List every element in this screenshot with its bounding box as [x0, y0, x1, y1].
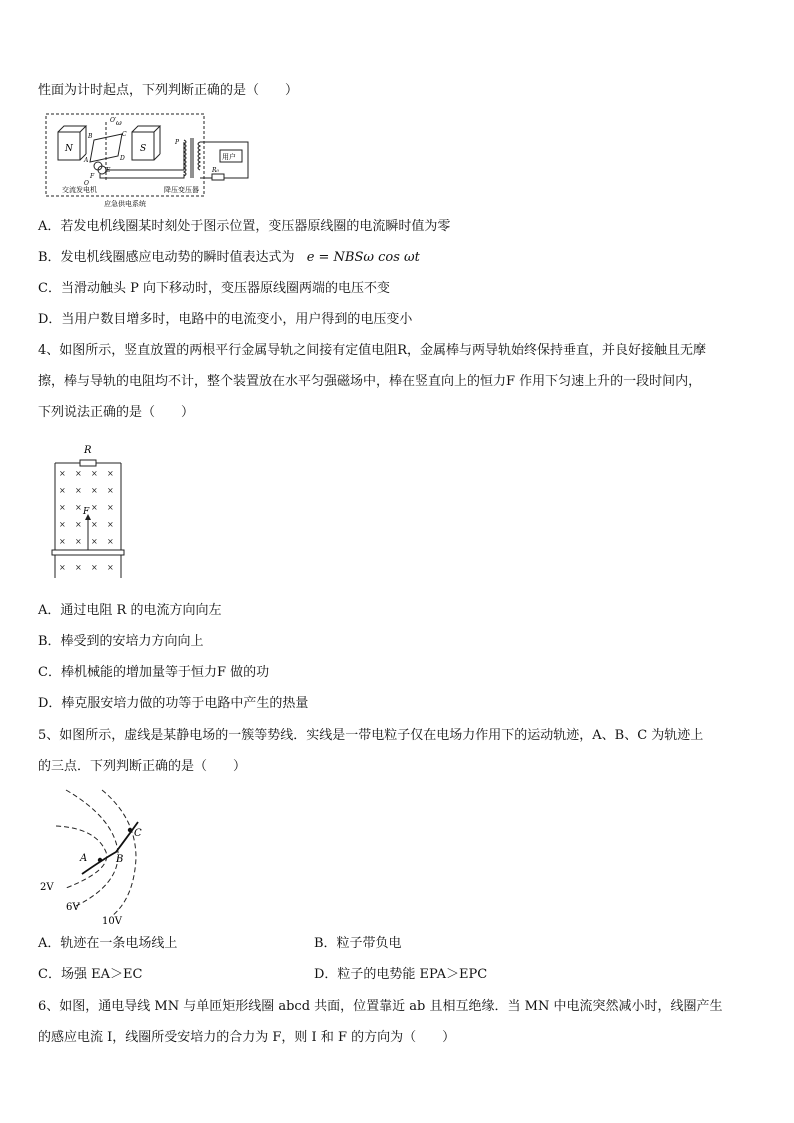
q4-stem-line-2: 擦，棒与导轨的电阻均不计，整个装置放在水平匀强磁场中，棒在竖直向上的恒力F 作用下匀速上升的一段时间内， — [38, 374, 702, 389]
q4-cross: × — [59, 520, 66, 529]
q5-option-a: A．轨迹在一条电场线上 — [38, 936, 178, 951]
q3-label-b: B — [88, 133, 93, 140]
q3-label-o: O — [84, 180, 89, 187]
q3-label-user: 用户 — [222, 153, 236, 161]
q4-figure — [50, 442, 130, 582]
q5-label-a: A — [80, 853, 88, 864]
q3-label-n: N — [65, 144, 73, 154]
q4-cross: × — [107, 520, 114, 529]
q4-option-c: C．棒机械能的增加量等于恒力F 做的功 — [38, 665, 270, 680]
q3-option-a: A．若发电机线圈某时刻处于图示位置，变压器原线圈的电流瞬时值为零 — [38, 219, 451, 234]
q4-cross: × — [107, 503, 114, 512]
q4-cross: × — [91, 486, 98, 495]
q3-label-f: F — [90, 173, 95, 180]
q4-option-b: B．棒受到的安培力方向向上 — [38, 634, 204, 649]
q5-label-10v: 10V — [102, 916, 122, 927]
q4-stem-line-1: 4、如图所示，竖直放置的两根平行金属导轨之间接有定值电阻R，金属棒与两导轨始终保持垂直，并良好接触且无摩 — [38, 343, 707, 358]
q4-cross: × — [59, 486, 66, 495]
q4-cross: × — [75, 486, 82, 495]
q3-label-d: D — [120, 155, 125, 162]
q5-option-d: D．粒子的电势能 EPA＞EPC — [314, 967, 488, 982]
q4-label-r: R — [84, 445, 92, 456]
q3-stem-tail: 性面为计时起点，下列判断正确的是（ ） — [38, 83, 299, 98]
q3-option-d: D．当用户数目增多时，电路中的电流变小，用户得到的电压变小 — [38, 312, 413, 327]
q6-stem-line-1: 6、如图，通电导线 MN 与单匝矩形线圈 abcd 共面，位置靠近 ab 且相互绝缘．当 MN 中电流突然减小时，线圈产生 — [38, 999, 723, 1014]
q4-option-a: A．通过电阻 R 的电流方向向左 — [38, 603, 222, 618]
q3-option-b — [38, 249, 420, 267]
q5-label-c: C — [134, 828, 142, 839]
q5-label-2v: 2V — [40, 882, 54, 893]
q4-cross: × — [59, 469, 66, 478]
q4-option-d: D．棒克服安培力做的功等于电路中产生的热量 — [38, 696, 309, 711]
q6-stem-line-2: 的感应电流 I，线圈所受安培力的合力为 F，则 I 和 F 的方向为（ ） — [38, 1030, 456, 1045]
q3-label-omega: ω — [116, 119, 122, 127]
q5-stem-line-2: 的三点．下列判断正确的是（ ） — [38, 759, 247, 774]
q5-option-c: C．场强 EA＞EC — [38, 967, 143, 982]
q4-cross: × — [107, 486, 114, 495]
q5-stem-line-1: 5、如图所示，虚线是某静电场的一簇等势线．实线是一带电粒子仅在电场力作用下的运动轨迹，A、B、C 为轨迹上 — [38, 728, 704, 743]
q3-label-r0: R₀ — [212, 167, 219, 174]
q5-figure — [36, 788, 166, 928]
q3-figure — [44, 112, 254, 210]
q4-cross: × — [75, 520, 82, 529]
q3-label-generator: 交流发电机 — [62, 186, 97, 194]
q3-label-o2: O′ — [110, 117, 117, 124]
q4-cross: × — [59, 563, 66, 572]
q4-cross: × — [107, 537, 114, 546]
q4-label-f: F — [83, 507, 90, 517]
q3-label-a: A — [84, 157, 89, 164]
q3-label-s: S — [140, 144, 147, 154]
q4-cross: × — [91, 563, 98, 572]
q3-label-system: 应急供电系统 — [104, 200, 146, 208]
q3-label-e: E — [106, 167, 111, 174]
q5-option-b: B．粒子带负电 — [314, 936, 402, 951]
q4-cross: × — [75, 537, 82, 546]
q4-cross: × — [75, 469, 82, 478]
q4-cross: × — [107, 469, 114, 478]
q3-option-b-text: B．发电机线圈感应电动势的瞬时值表达式为 — [38, 250, 295, 265]
q3-label-transformer: 降压变压器 — [164, 186, 199, 194]
q3-option-c: C．当滑动触头 P 向下移动时，变压器原线圈两端的电压不变 — [38, 281, 390, 296]
q5-label-6v: 6V — [66, 902, 80, 913]
q4-cross: × — [59, 537, 66, 546]
q3-label-p: P — [175, 139, 180, 146]
q4-cross: × — [59, 503, 66, 512]
q4-cross: × — [91, 537, 98, 546]
q4-cross: × — [91, 503, 98, 512]
q5-label-b: B — [116, 854, 124, 865]
q3-formula: e = NBSω cos ωt — [306, 250, 420, 265]
q4-cross: × — [91, 520, 98, 529]
q3-label-c: C — [122, 131, 127, 138]
q4-cross: × — [75, 563, 82, 572]
q4-cross: × — [91, 469, 98, 478]
q4-stem-line-3: 下列说法正确的是（ ） — [38, 405, 195, 420]
q4-cross: × — [107, 563, 114, 572]
q4-cross: × — [75, 503, 82, 512]
